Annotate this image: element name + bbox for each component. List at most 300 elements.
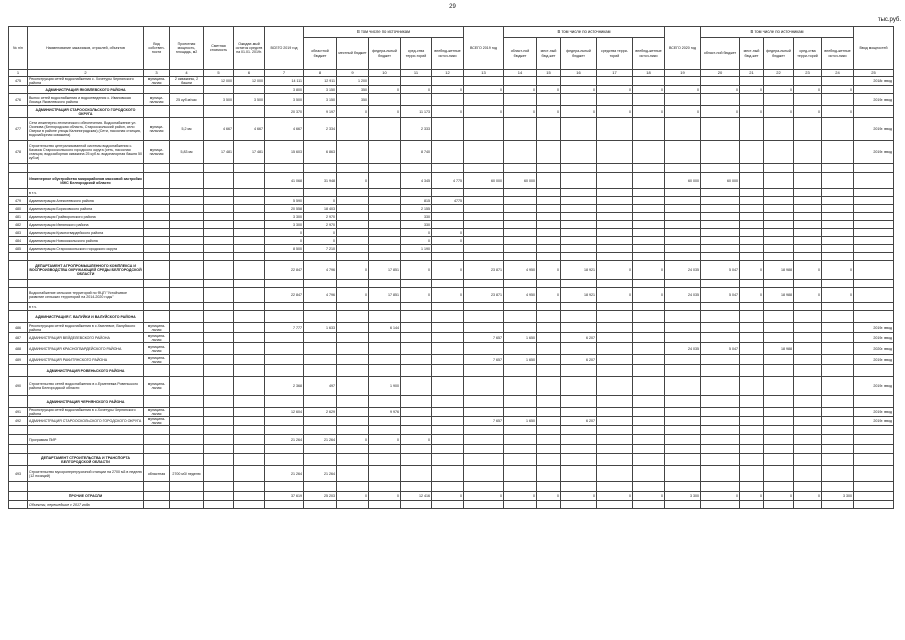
- capacity-cell: [170, 86, 204, 94]
- value-cell: [504, 482, 537, 492]
- value-cell: 4 667: [234, 118, 265, 141]
- row-name: [28, 445, 144, 454]
- value-cell: [464, 426, 504, 435]
- column-number: 3: [144, 70, 170, 77]
- value-cell: [337, 118, 369, 141]
- value-cell: [597, 229, 633, 237]
- capacity-cell: [170, 213, 204, 221]
- commission-cell: [854, 86, 894, 94]
- value-cell: [597, 355, 633, 365]
- value-cell: [504, 426, 537, 435]
- value-cell: [265, 396, 304, 408]
- value-cell: [537, 280, 561, 288]
- value-cell: 0: [369, 106, 401, 118]
- row-name: ДЕПАРТАМЕНТ СТРОИТЕЛЬСТВА И ТРАНСПОРТА БЕЛГОРОДСКОЙ ОБЛАСТИ: [28, 454, 144, 466]
- value-cell: 0: [822, 86, 854, 94]
- table-row: [9, 237, 894, 245]
- value-cell: 18 921: [561, 288, 597, 303]
- value-cell: 5 047: [701, 261, 740, 280]
- value-cell: [432, 280, 464, 288]
- commission-cell: [854, 311, 894, 323]
- value-cell: [822, 333, 854, 343]
- value-cell: [337, 323, 369, 333]
- value-cell: [764, 482, 794, 492]
- value-cell: [597, 417, 633, 426]
- value-cell: [537, 77, 561, 86]
- commission-cell: [854, 492, 894, 501]
- value-cell: [561, 454, 597, 466]
- value-cell: 0: [794, 492, 822, 501]
- value-cell: 0: [822, 106, 854, 118]
- value-cell: 0: [633, 106, 665, 118]
- value-cell: [304, 303, 337, 311]
- value-cell: [701, 213, 740, 221]
- value-cell: [701, 466, 740, 482]
- value-cell: [740, 173, 764, 189]
- value-cell: [337, 365, 369, 377]
- value-cell: [401, 343, 432, 355]
- table-row: [9, 303, 894, 311]
- table-row: [9, 245, 894, 253]
- value-cell: [369, 365, 401, 377]
- column-number: 12: [432, 70, 464, 77]
- value-cell: [561, 435, 597, 445]
- value-cell: [204, 229, 234, 237]
- value-cell: 21 264: [265, 466, 304, 482]
- value-cell: [561, 237, 597, 245]
- value-cell: [764, 333, 794, 343]
- value-cell: 815: [401, 197, 432, 205]
- value-cell: [794, 213, 822, 221]
- value-cell: [764, 365, 794, 377]
- value-cell: [337, 245, 369, 253]
- value-cell: [764, 245, 794, 253]
- value-cell: [794, 94, 822, 106]
- row-number: 479: [9, 197, 28, 205]
- value-cell: [432, 365, 464, 377]
- value-cell: [561, 164, 597, 173]
- value-cell: [265, 445, 304, 454]
- commission-cell: [854, 288, 894, 303]
- value-cell: [633, 426, 665, 435]
- ownership-cell: [144, 213, 170, 221]
- row-name: Объекты, перешедшие с 2017 года: [28, 501, 144, 509]
- value-cell: [204, 417, 234, 426]
- value-cell: [740, 445, 764, 454]
- capacity-cell: [170, 253, 204, 261]
- value-cell: 6 207: [561, 417, 597, 426]
- value-cell: 0: [740, 261, 764, 280]
- value-cell: [794, 189, 822, 197]
- value-cell: [665, 141, 701, 164]
- value-cell: [337, 396, 369, 408]
- value-cell: [665, 408, 701, 417]
- value-cell: [740, 303, 764, 311]
- value-cell: [597, 343, 633, 355]
- capacity-cell: [170, 343, 204, 355]
- value-cell: [432, 253, 464, 261]
- value-cell: [432, 445, 464, 454]
- value-cell: [204, 213, 234, 221]
- column-number: 18: [633, 70, 665, 77]
- value-cell: [597, 205, 633, 213]
- value-cell: [794, 303, 822, 311]
- value-cell: [504, 323, 537, 333]
- value-cell: [537, 323, 561, 333]
- commission-cell: 2019г. ввод: [854, 118, 894, 141]
- ownership-cell: областная: [144, 466, 170, 482]
- commission-cell: [854, 245, 894, 253]
- column-number: 15: [537, 70, 561, 77]
- value-cell: [701, 280, 740, 288]
- commission-cell: 2018г. ввод: [854, 77, 894, 86]
- value-cell: [304, 396, 337, 408]
- value-cell: [740, 333, 764, 343]
- commission-cell: [854, 426, 894, 435]
- value-cell: [234, 501, 265, 509]
- value-cell: 23 871: [464, 288, 504, 303]
- value-cell: [701, 237, 740, 245]
- value-cell: [794, 164, 822, 173]
- value-cell: [369, 355, 401, 365]
- value-cell: 1 900: [369, 377, 401, 396]
- row-name: [28, 280, 144, 288]
- value-cell: 12 416: [401, 492, 432, 501]
- value-cell: [633, 311, 665, 323]
- ownership-cell: муниципа-льная: [144, 408, 170, 417]
- value-cell: 1 650: [504, 333, 537, 343]
- value-cell: 7 657: [464, 417, 504, 426]
- value-cell: [740, 426, 764, 435]
- value-cell: 0: [740, 106, 764, 118]
- value-cell: [665, 213, 701, 221]
- value-cell: [464, 396, 504, 408]
- units-label: тыс.руб.: [877, 17, 901, 23]
- row-number: [9, 303, 28, 311]
- value-cell: [822, 173, 854, 189]
- value-cell: 5 047: [701, 343, 740, 355]
- value-cell: 1 633: [304, 323, 337, 333]
- value-cell: [337, 445, 369, 454]
- value-cell: [265, 454, 304, 466]
- value-cell: [401, 454, 432, 466]
- value-cell: [740, 189, 764, 197]
- value-cell: [597, 454, 633, 466]
- value-cell: [740, 501, 764, 509]
- value-cell: [234, 466, 265, 482]
- commission-cell: [854, 189, 894, 197]
- capacity-cell: [170, 333, 204, 343]
- value-cell: [432, 141, 464, 164]
- value-cell: [633, 173, 665, 189]
- value-cell: [432, 343, 464, 355]
- value-cell: 60 000: [701, 173, 740, 189]
- value-cell: [740, 164, 764, 173]
- ownership-cell: [144, 396, 170, 408]
- value-cell: [265, 164, 304, 173]
- investment-table: [8, 26, 894, 509]
- commission-cell: [854, 466, 894, 482]
- value-cell: [537, 141, 561, 164]
- table-row: [9, 141, 894, 164]
- value-cell: [369, 245, 401, 253]
- value-cell: [234, 417, 265, 426]
- value-cell: [369, 94, 401, 106]
- value-cell: 0: [597, 492, 633, 501]
- commission-cell: [854, 303, 894, 311]
- value-cell: [204, 261, 234, 280]
- row-name: АДМИНИСТРАЦИЯ РОВЕНЬСКОГО РАЙОНА: [28, 365, 144, 377]
- value-cell: [633, 77, 665, 86]
- value-cell: [204, 164, 234, 173]
- value-cell: [537, 221, 561, 229]
- value-cell: [794, 482, 822, 492]
- value-cell: [504, 205, 537, 213]
- ownership-cell: [144, 221, 170, 229]
- value-cell: [633, 482, 665, 492]
- value-cell: [633, 343, 665, 355]
- value-cell: [740, 355, 764, 365]
- value-cell: [369, 417, 401, 426]
- value-cell: [234, 343, 265, 355]
- col-group-sources-2: В том числе по источникам: [504, 27, 665, 38]
- value-cell: [740, 245, 764, 253]
- ownership-cell: муниципа-льная: [144, 333, 170, 343]
- commission-cell: [854, 164, 894, 173]
- value-cell: [665, 77, 701, 86]
- capacity-cell: [170, 445, 204, 454]
- value-cell: [597, 365, 633, 377]
- value-cell: 2 333: [401, 118, 432, 141]
- value-cell: [822, 189, 854, 197]
- value-cell: [701, 482, 740, 492]
- value-cell: [701, 417, 740, 426]
- value-cell: 0: [432, 492, 464, 501]
- value-cell: 0: [633, 492, 665, 501]
- value-cell: [561, 343, 597, 355]
- table-row: [9, 482, 894, 492]
- value-cell: [701, 205, 740, 213]
- value-cell: [504, 164, 537, 173]
- row-number: [9, 261, 28, 280]
- value-cell: [665, 94, 701, 106]
- value-cell: [740, 253, 764, 261]
- value-cell: [204, 466, 234, 482]
- value-cell: [369, 333, 401, 343]
- value-cell: [401, 355, 432, 365]
- row-name: [28, 426, 144, 435]
- value-cell: 12 000: [204, 77, 234, 86]
- value-cell: [401, 253, 432, 261]
- value-cell: 18 988: [764, 288, 794, 303]
- ownership-cell: муници-пальная: [144, 94, 170, 106]
- value-cell: 2 368: [265, 377, 304, 396]
- value-cell: [537, 343, 561, 355]
- column-number: 17: [597, 70, 633, 77]
- value-cell: [234, 106, 265, 118]
- capacity-cell: [170, 426, 204, 435]
- value-cell: [665, 303, 701, 311]
- value-cell: [504, 377, 537, 396]
- row-number: 481: [9, 213, 28, 221]
- row-name: Программа ПИР: [28, 435, 144, 445]
- value-cell: [432, 333, 464, 343]
- value-cell: 0: [701, 106, 740, 118]
- value-cell: [822, 221, 854, 229]
- value-cell: [537, 426, 561, 435]
- value-cell: [701, 445, 740, 454]
- value-cell: [597, 501, 633, 509]
- table-row: [9, 408, 894, 417]
- col-remainder: Ожидае-мый остаток средств на 01.01. 2019г.: [234, 27, 265, 70]
- value-cell: [337, 229, 369, 237]
- value-cell: [464, 501, 504, 509]
- value-cell: [504, 253, 537, 261]
- value-cell: [764, 237, 794, 245]
- row-name: АДМИНИСТРАЦИЯ КРАСНОГВАРДЕЙСКОГО РАЙОНА: [28, 343, 144, 355]
- ownership-cell: муниципа-льная: [144, 355, 170, 365]
- value-cell: [633, 197, 665, 205]
- value-cell: [701, 501, 740, 509]
- value-cell: 24 035: [665, 288, 701, 303]
- value-cell: [794, 118, 822, 141]
- column-number: 1: [9, 70, 28, 77]
- value-cell: [234, 213, 265, 221]
- value-cell: [504, 245, 537, 253]
- col-territory: сред-ства терри-торий: [401, 38, 432, 70]
- value-cell: [665, 365, 701, 377]
- column-number: 9: [337, 70, 369, 77]
- value-cell: 0: [537, 288, 561, 303]
- commission-cell: [854, 221, 894, 229]
- col-group-sources-1: В том числе по источникам: [304, 27, 464, 38]
- capacity-cell: [170, 189, 204, 197]
- value-cell: [764, 501, 794, 509]
- value-cell: 4 796: [304, 261, 337, 280]
- value-cell: 4 950: [504, 288, 537, 303]
- table-row: [9, 377, 894, 396]
- value-cell: [337, 253, 369, 261]
- capacity-cell: [170, 229, 204, 237]
- row-number: 482: [9, 221, 28, 229]
- value-cell: [234, 396, 265, 408]
- value-cell: [561, 141, 597, 164]
- value-cell: [794, 454, 822, 466]
- row-name: Реконструкция сетей водоснабжения в с.Хочетуры Чернянского района: [28, 408, 144, 417]
- value-cell: [204, 435, 234, 445]
- value-cell: [432, 94, 464, 106]
- table-row: [9, 253, 894, 261]
- row-name: в т.ч.: [28, 303, 144, 311]
- value-cell: [665, 396, 701, 408]
- ownership-cell: муниципа-льная: [144, 417, 170, 426]
- value-cell: [764, 377, 794, 396]
- value-cell: [740, 205, 764, 213]
- value-cell: [204, 303, 234, 311]
- value-cell: [432, 189, 464, 197]
- value-cell: [537, 245, 561, 253]
- value-cell: [401, 280, 432, 288]
- value-cell: [597, 213, 633, 221]
- col-capacity: Проектная мощность, площадь, м2: [170, 27, 204, 70]
- ownership-cell: [144, 445, 170, 454]
- value-cell: [633, 454, 665, 466]
- ownership-cell: [144, 253, 170, 261]
- capacity-cell: 25 куб.м/час: [170, 94, 204, 106]
- value-cell: [464, 77, 504, 86]
- table-row: [9, 417, 894, 426]
- value-cell: [337, 355, 369, 365]
- value-cell: [764, 205, 794, 213]
- value-cell: [537, 311, 561, 323]
- ownership-cell: [144, 365, 170, 377]
- value-cell: 17 481: [204, 141, 234, 164]
- value-cell: [633, 417, 665, 426]
- value-cell: [633, 189, 665, 197]
- value-cell: [234, 253, 265, 261]
- value-cell: [822, 435, 854, 445]
- value-cell: [740, 141, 764, 164]
- value-cell: [401, 189, 432, 197]
- value-cell: [504, 94, 537, 106]
- row-number: [9, 396, 28, 408]
- value-cell: [432, 245, 464, 253]
- value-cell: [234, 426, 265, 435]
- value-cell: 18 403: [304, 205, 337, 213]
- value-cell: 0: [701, 86, 740, 94]
- value-cell: [432, 454, 464, 466]
- value-cell: [504, 435, 537, 445]
- commission-cell: [854, 261, 894, 280]
- row-name: Администрация Алексеевского района: [28, 197, 144, 205]
- col-extrabudget-3: внебюд-жетные источ-ники: [822, 38, 854, 70]
- value-cell: [432, 501, 464, 509]
- commission-cell: [854, 501, 894, 509]
- value-cell: [537, 229, 561, 237]
- value-cell: [822, 343, 854, 355]
- value-cell: [597, 173, 633, 189]
- value-cell: [537, 205, 561, 213]
- commission-cell: [854, 253, 894, 261]
- row-number: [9, 454, 28, 466]
- value-cell: [701, 303, 740, 311]
- col-territory-3: сред-ства терри-торий: [794, 38, 822, 70]
- commission-cell: 2019г. ввод: [854, 355, 894, 365]
- value-cell: [234, 164, 265, 173]
- row-name: Строительство сетей водоснабжения в с.Ерменевка Ровеньского района Белгородской области: [28, 377, 144, 396]
- value-cell: 0: [504, 86, 537, 94]
- value-cell: 4 775: [432, 173, 464, 189]
- value-cell: [822, 94, 854, 106]
- value-cell: [234, 86, 265, 94]
- value-cell: [561, 173, 597, 189]
- value-cell: [740, 466, 764, 482]
- value-cell: 0: [401, 86, 432, 94]
- value-cell: [822, 141, 854, 164]
- value-cell: 0: [561, 106, 597, 118]
- value-cell: [401, 377, 432, 396]
- commission-cell: [854, 454, 894, 466]
- column-number: 5: [204, 70, 234, 77]
- column-number: 20: [701, 70, 740, 77]
- commission-cell: 2019г. ввод: [854, 323, 894, 333]
- value-cell: [504, 311, 537, 323]
- value-cell: [764, 396, 794, 408]
- value-cell: 0: [504, 106, 537, 118]
- value-cell: 6 144: [369, 323, 401, 333]
- col-no: № п/п: [9, 27, 28, 70]
- value-cell: [537, 501, 561, 509]
